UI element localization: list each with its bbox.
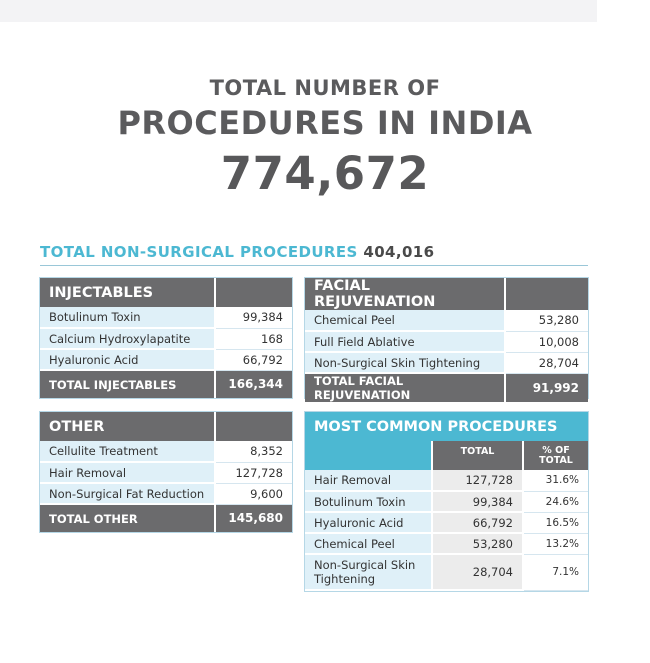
top-bar xyxy=(0,0,597,22)
col-header-pct-line2: TOTAL xyxy=(539,454,573,466)
row-pct: 16.5% xyxy=(523,512,588,533)
row-total: 99,384 xyxy=(432,491,523,512)
facial-title: FACIAL REJUVENATION xyxy=(305,278,505,310)
table-row xyxy=(40,441,292,462)
table-row xyxy=(305,331,588,352)
total-label: TOTAL INJECTABLES xyxy=(40,370,215,398)
headline-line1: TOTAL NUMBER OF xyxy=(209,76,441,100)
most-common-header-blank xyxy=(305,441,432,470)
row-total: 66,792 xyxy=(432,512,523,533)
table-row xyxy=(40,462,292,483)
row-value: 9,600 xyxy=(215,483,292,504)
col-header-total: TOTAL xyxy=(432,441,523,470)
table-row xyxy=(305,470,588,491)
table-row xyxy=(305,554,588,590)
row-pct: 31.6% xyxy=(523,470,588,491)
other-table xyxy=(40,412,292,532)
table-row xyxy=(305,352,588,373)
col-header-pct xyxy=(523,441,588,470)
row-label: Cellulite Treatment xyxy=(40,441,215,462)
section-title-total: 404,016 xyxy=(363,243,435,261)
section-divider xyxy=(40,265,588,266)
most-common-table xyxy=(305,412,588,591)
row-value: 168 xyxy=(215,328,292,349)
total-label: TOTAL FACIAL REJUVENATION xyxy=(305,373,505,402)
row-value: 28,704 xyxy=(505,352,588,373)
total-row xyxy=(40,504,292,532)
table-row xyxy=(305,310,588,331)
row-value: 8,352 xyxy=(215,441,292,462)
other-header-blank xyxy=(215,412,292,441)
row-value: 99,384 xyxy=(215,307,292,328)
row-label: Non-Surgical Skin Tightening xyxy=(305,352,505,373)
row-label: Chemical Peel xyxy=(305,533,432,554)
injectables-header-blank xyxy=(215,278,292,307)
facial-header-blank xyxy=(505,278,588,310)
row-label: Hair Removal xyxy=(305,470,432,491)
row-label: Chemical Peel xyxy=(305,310,505,331)
table-row xyxy=(305,533,588,554)
injectables-title: INJECTABLES xyxy=(40,278,215,307)
row-label xyxy=(305,554,432,590)
table-row xyxy=(40,483,292,504)
row-label: Hair Removal xyxy=(40,462,215,483)
row-label-line2: Tightening xyxy=(314,572,376,586)
total-value: 166,344 xyxy=(215,370,292,398)
row-value: 53,280 xyxy=(505,310,588,331)
row-label: Botulinum Toxin xyxy=(305,491,432,512)
row-label: Hyaluronic Acid xyxy=(305,512,432,533)
row-pct: 7.1% xyxy=(523,554,588,590)
total-value: 145,680 xyxy=(215,504,292,532)
row-pct: 24.6% xyxy=(523,491,588,512)
section-title-label: TOTAL NON-SURGICAL PROCEDURES xyxy=(40,243,358,261)
row-total: 53,280 xyxy=(432,533,523,554)
total-row xyxy=(40,370,292,398)
row-total: 127,728 xyxy=(432,470,523,491)
table-row xyxy=(40,328,292,349)
table-row xyxy=(305,512,588,533)
injectables-table xyxy=(40,278,292,398)
row-label: Calcium Hydroxylapatite xyxy=(40,328,215,349)
other-title: OTHER xyxy=(40,412,215,441)
col-header-pct-line1: % OF xyxy=(542,444,570,456)
facial-table xyxy=(305,278,588,402)
table-row xyxy=(40,307,292,328)
headline-line2: PROCEDURES IN INDIA xyxy=(117,104,533,142)
row-total: 28,704 xyxy=(432,554,523,590)
row-label: Hyaluronic Acid xyxy=(40,349,215,370)
total-label: TOTAL OTHER xyxy=(40,504,215,532)
total-value: 91,992 xyxy=(505,373,588,402)
row-label: Full Field Ablative xyxy=(305,331,505,352)
row-label: Botulinum Toxin xyxy=(40,307,215,328)
section-title xyxy=(40,243,434,261)
row-label: Non-Surgical Fat Reduction xyxy=(40,483,215,504)
total-row xyxy=(305,373,588,402)
most-common-title: MOST COMMON PROCEDURES xyxy=(305,412,588,441)
table-row xyxy=(305,491,588,512)
row-label-line1: Non-Surgical Skin xyxy=(314,558,416,572)
row-value: 10,008 xyxy=(505,331,588,352)
row-value: 66,792 xyxy=(215,349,292,370)
headline-total: 774,672 xyxy=(220,147,430,200)
row-pct: 13.2% xyxy=(523,533,588,554)
row-value: 127,728 xyxy=(215,462,292,483)
table-row xyxy=(40,349,292,370)
